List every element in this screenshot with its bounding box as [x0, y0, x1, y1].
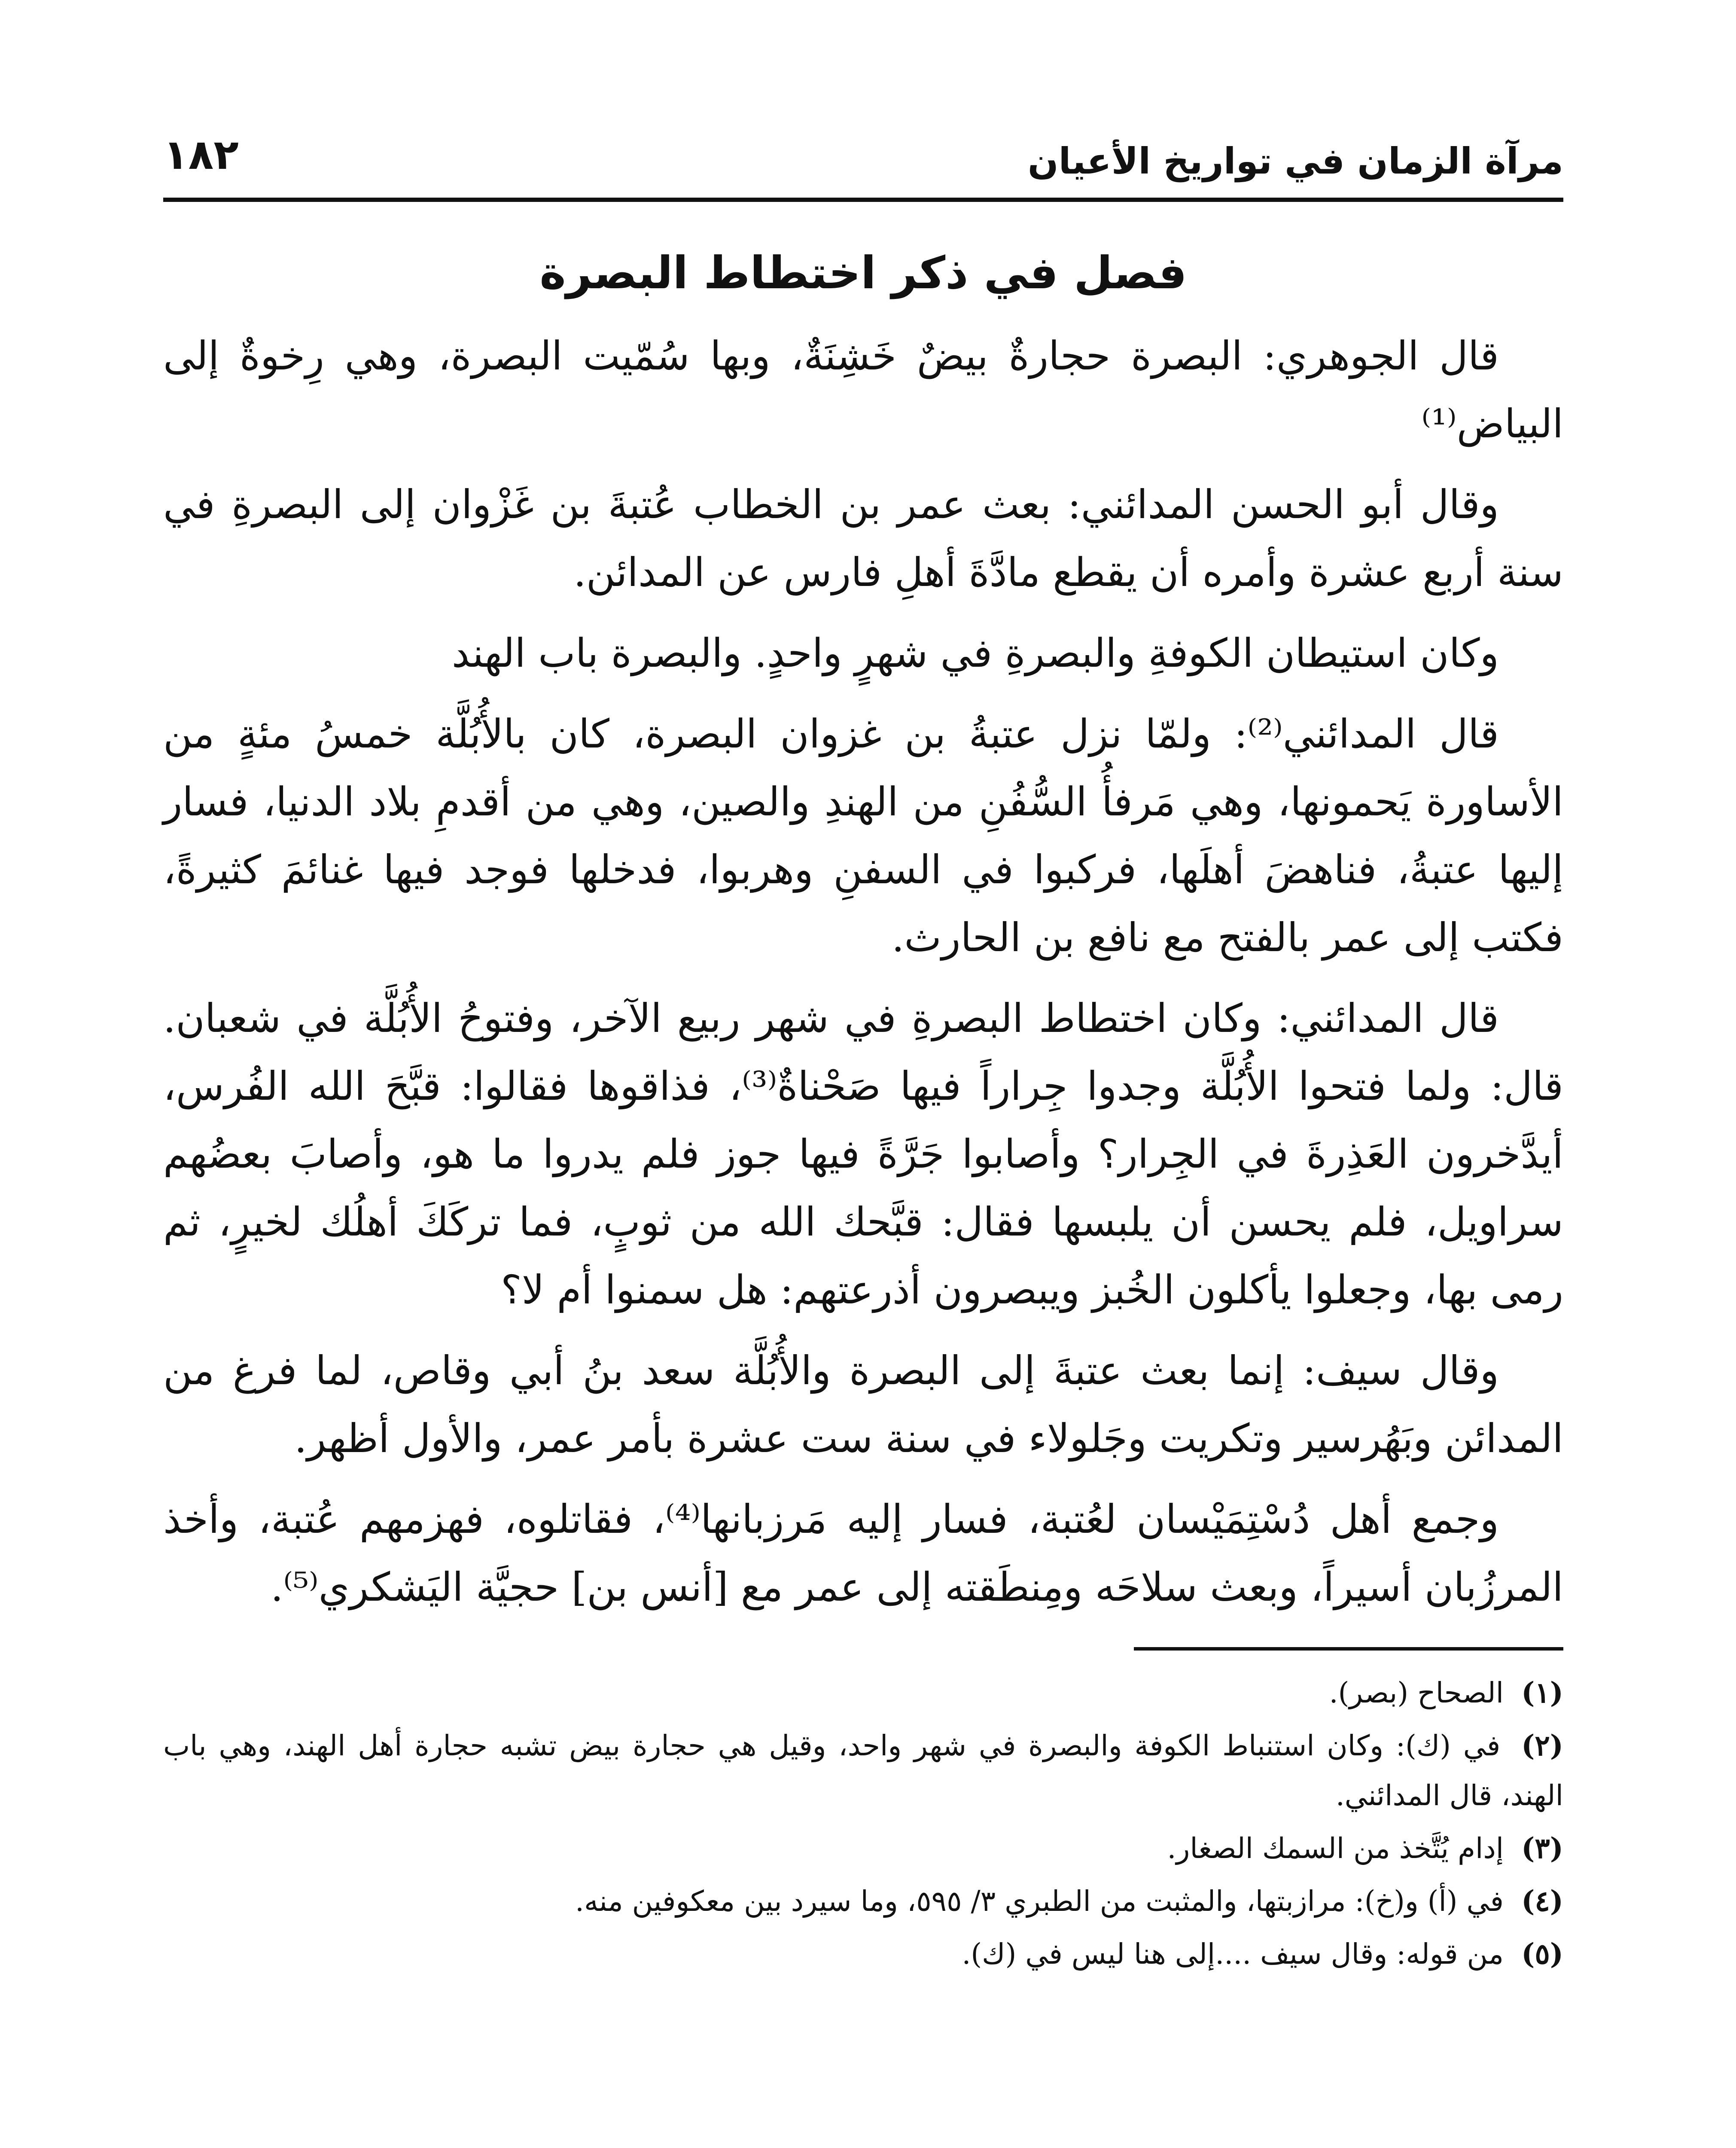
footnote	[163, 1668, 1563, 1718]
footnote-text: في (أ) و(خ): مرازبتها، والمثبت من الطبري ٣/ ٥٩٥، وما سيرد بين معكوفين منه.	[575, 1885, 1504, 1918]
footnote-number: (٣)	[1521, 1831, 1563, 1865]
footnote	[163, 1721, 1563, 1821]
footnote	[163, 1876, 1563, 1926]
body-text	[163, 322, 1563, 1621]
footnote-number: (١)	[1521, 1676, 1563, 1709]
paragraph: وكان استيطان الكوفةِ والبصرةِ في شهرٍ واحدٍ. والبصرة باب الهند	[451, 630, 1499, 676]
footnote-text: الصحاح (بصر).	[1329, 1676, 1504, 1709]
paragraph: وجمع أهل دُسْتِمَيْسان لعُتبة، فسار إليه مَرزبانها⁽⁴⁾، فقاتلوه، فهزمهم عُتبة، وأخذ المرزُبان أسيراً، وبعث سلاحَه ومِنطَقته إلى عمر مع [أنس بن] حجيَّة اليَشكري⁽⁵⁾.	[163, 1496, 1563, 1610]
footnote	[163, 1929, 1563, 1979]
footnote	[163, 1823, 1563, 1873]
footnotes	[163, 1668, 1563, 1979]
running-title: مرآة الزمان في تواريخ الأعيان	[1027, 140, 1563, 182]
footnote-divider	[1134, 1647, 1563, 1651]
footnote-number: (٢)	[1521, 1729, 1563, 1762]
paragraph: قال المدائني⁽²⁾: ولمّا نزل عتبةُ بن غزوان البصرة، كان بالأُبُلَّة خمسُ مئةٍ من الأساورة يَحمونها، وهي مَرفأُ السُّفُنِ من الهندِ والصين، وهي من أقدمِ بلاد الدنيا، فسار إليها عتبةُ، فناهضَ أهلَها، فركبوا في السفنِ وهربوا، فدخلها فوجد فيها غنائمَ كثيرةً، فكتب إلى عمر بالفتح مع نافع بن الحارث.	[163, 711, 1563, 961]
page-number: ١٨٢	[163, 131, 239, 179]
paragraph: قال الجوهري: البصرة حجارةٌ بيضٌ خَشِنَةٌ، وبها سُمّيت البصرة، وهي رِخوةٌ إلى البياض⁽¹⁾	[163, 333, 1563, 447]
paragraph: قال المدائني: وكان اختطاط البصرةِ في شهر ربيع الآخر، وفتوحُ الأُبُلَّة في شعبان. قال: ولما فتحوا الأُبُلَّة وجدوا جِراراً فيها صَحْناةٌ⁽³⁾، فذاقوها فقالوا: قبَّحَ الله الفُرس، أيدَّخرون العَذِرةَ في الجِرار؟ وأصابوا جَرَّةً فيها جوز فلم يدروا ما هو، وأصابَ بعضُهم سراويل، فلم يحسن أن يلبسها فقال: قبَّحك الله من ثوبٍ، فما تركَكَ أهلُك لخيرٍ، ثم رمى بها، وجعلوا يأكلون الخُبز ويبصرون أذرعتهم: هل سمنوا أم لا؟	[163, 995, 1563, 1313]
running-header	[163, 99, 1563, 202]
footnote-text: إدام يُتَّخذ من السمك الصغار.	[1167, 1832, 1504, 1865]
paragraph: وقال سيف: إنما بعث عتبةَ إلى البصرة والأُبُلَّة سعد بنُ أبي وقاص، لما فرغ من المدائن وبَهُرسير وتكريت وجَلولاء في سنة ست عشرة بأمر عمر، والأول أظهر.	[163, 1348, 1563, 1461]
footnote-number: (٥)	[1521, 1937, 1563, 1971]
footnote-number: (٤)	[1521, 1884, 1563, 1918]
paragraph: وقال أبو الحسن المدائني: بعث عمر بن الخطاب عُتبةَ بن غَزْوان إلى البصرةِ في سنة أربع عشرة وأمره أن يقطع مادَّةَ أهلِ فارس عن المدائن.	[163, 482, 1563, 595]
footnote-text: في (ك): وكان استنباط الكوفة والبصرة في شهر واحد، وقيل هي حجارة بيض تشبه حجارة أهل الهند، وهي باب الهند، قال المدائني.	[163, 1729, 1563, 1812]
book-page	[163, 99, 1563, 2148]
footnote-text: من قوله: وقال سيف ....إلى هنا ليس في (ك).	[962, 1937, 1504, 1971]
section-heading: فصل في ذكر اختطاط البصرة	[539, 247, 1187, 299]
